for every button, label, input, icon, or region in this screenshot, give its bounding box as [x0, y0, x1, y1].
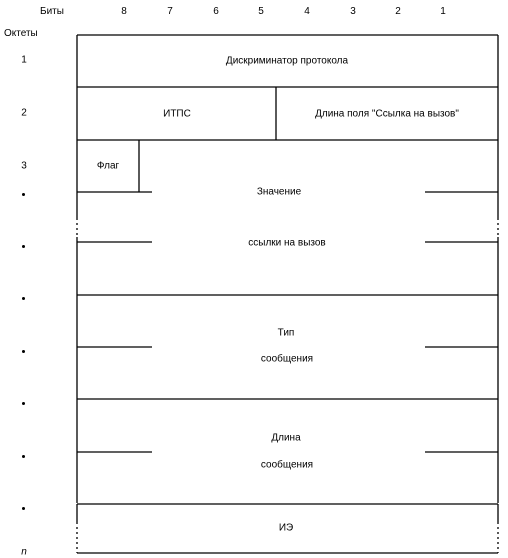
field-call-ref-value-line1: Значение [256, 186, 302, 198]
bit-number-3: 3 [350, 6, 356, 17]
bit-number-1: 1 [440, 6, 446, 17]
field-call-ref-length: Длина поля "Ссылка на вызов" [315, 108, 459, 120]
bits-label: Биты [40, 6, 64, 17]
field-message-type-line2: сообщения [260, 353, 314, 365]
field-protocol-discriminator: Дискриминатор протокола [225, 55, 349, 67]
field-flag: Флаг [96, 160, 120, 172]
bit-number-6: 6 [213, 6, 219, 17]
bit-number-4: 4 [304, 6, 310, 17]
field-call-ref-value-line2: ссылки на вызов [248, 237, 326, 249]
field-message-length-line1: Длина [271, 432, 301, 444]
octet-number-3: 3 [21, 160, 27, 172]
octets-label: Октеты [4, 28, 38, 39]
bit-number-2: 2 [395, 6, 401, 17]
field-itps: ИТПС [163, 108, 191, 120]
bit-number-7: 7 [167, 6, 173, 17]
octet-number-1: 1 [21, 54, 27, 66]
field-information-element: ИЭ [278, 522, 294, 534]
bit-number-5: 5 [258, 6, 264, 17]
field-message-length-line2: сообщения [260, 459, 314, 471]
octet-number-n: n [21, 546, 27, 558]
field-message-type-line1: Тип [277, 327, 295, 339]
bit-number-8: 8 [121, 6, 127, 17]
octet-number-2: 2 [21, 107, 27, 119]
